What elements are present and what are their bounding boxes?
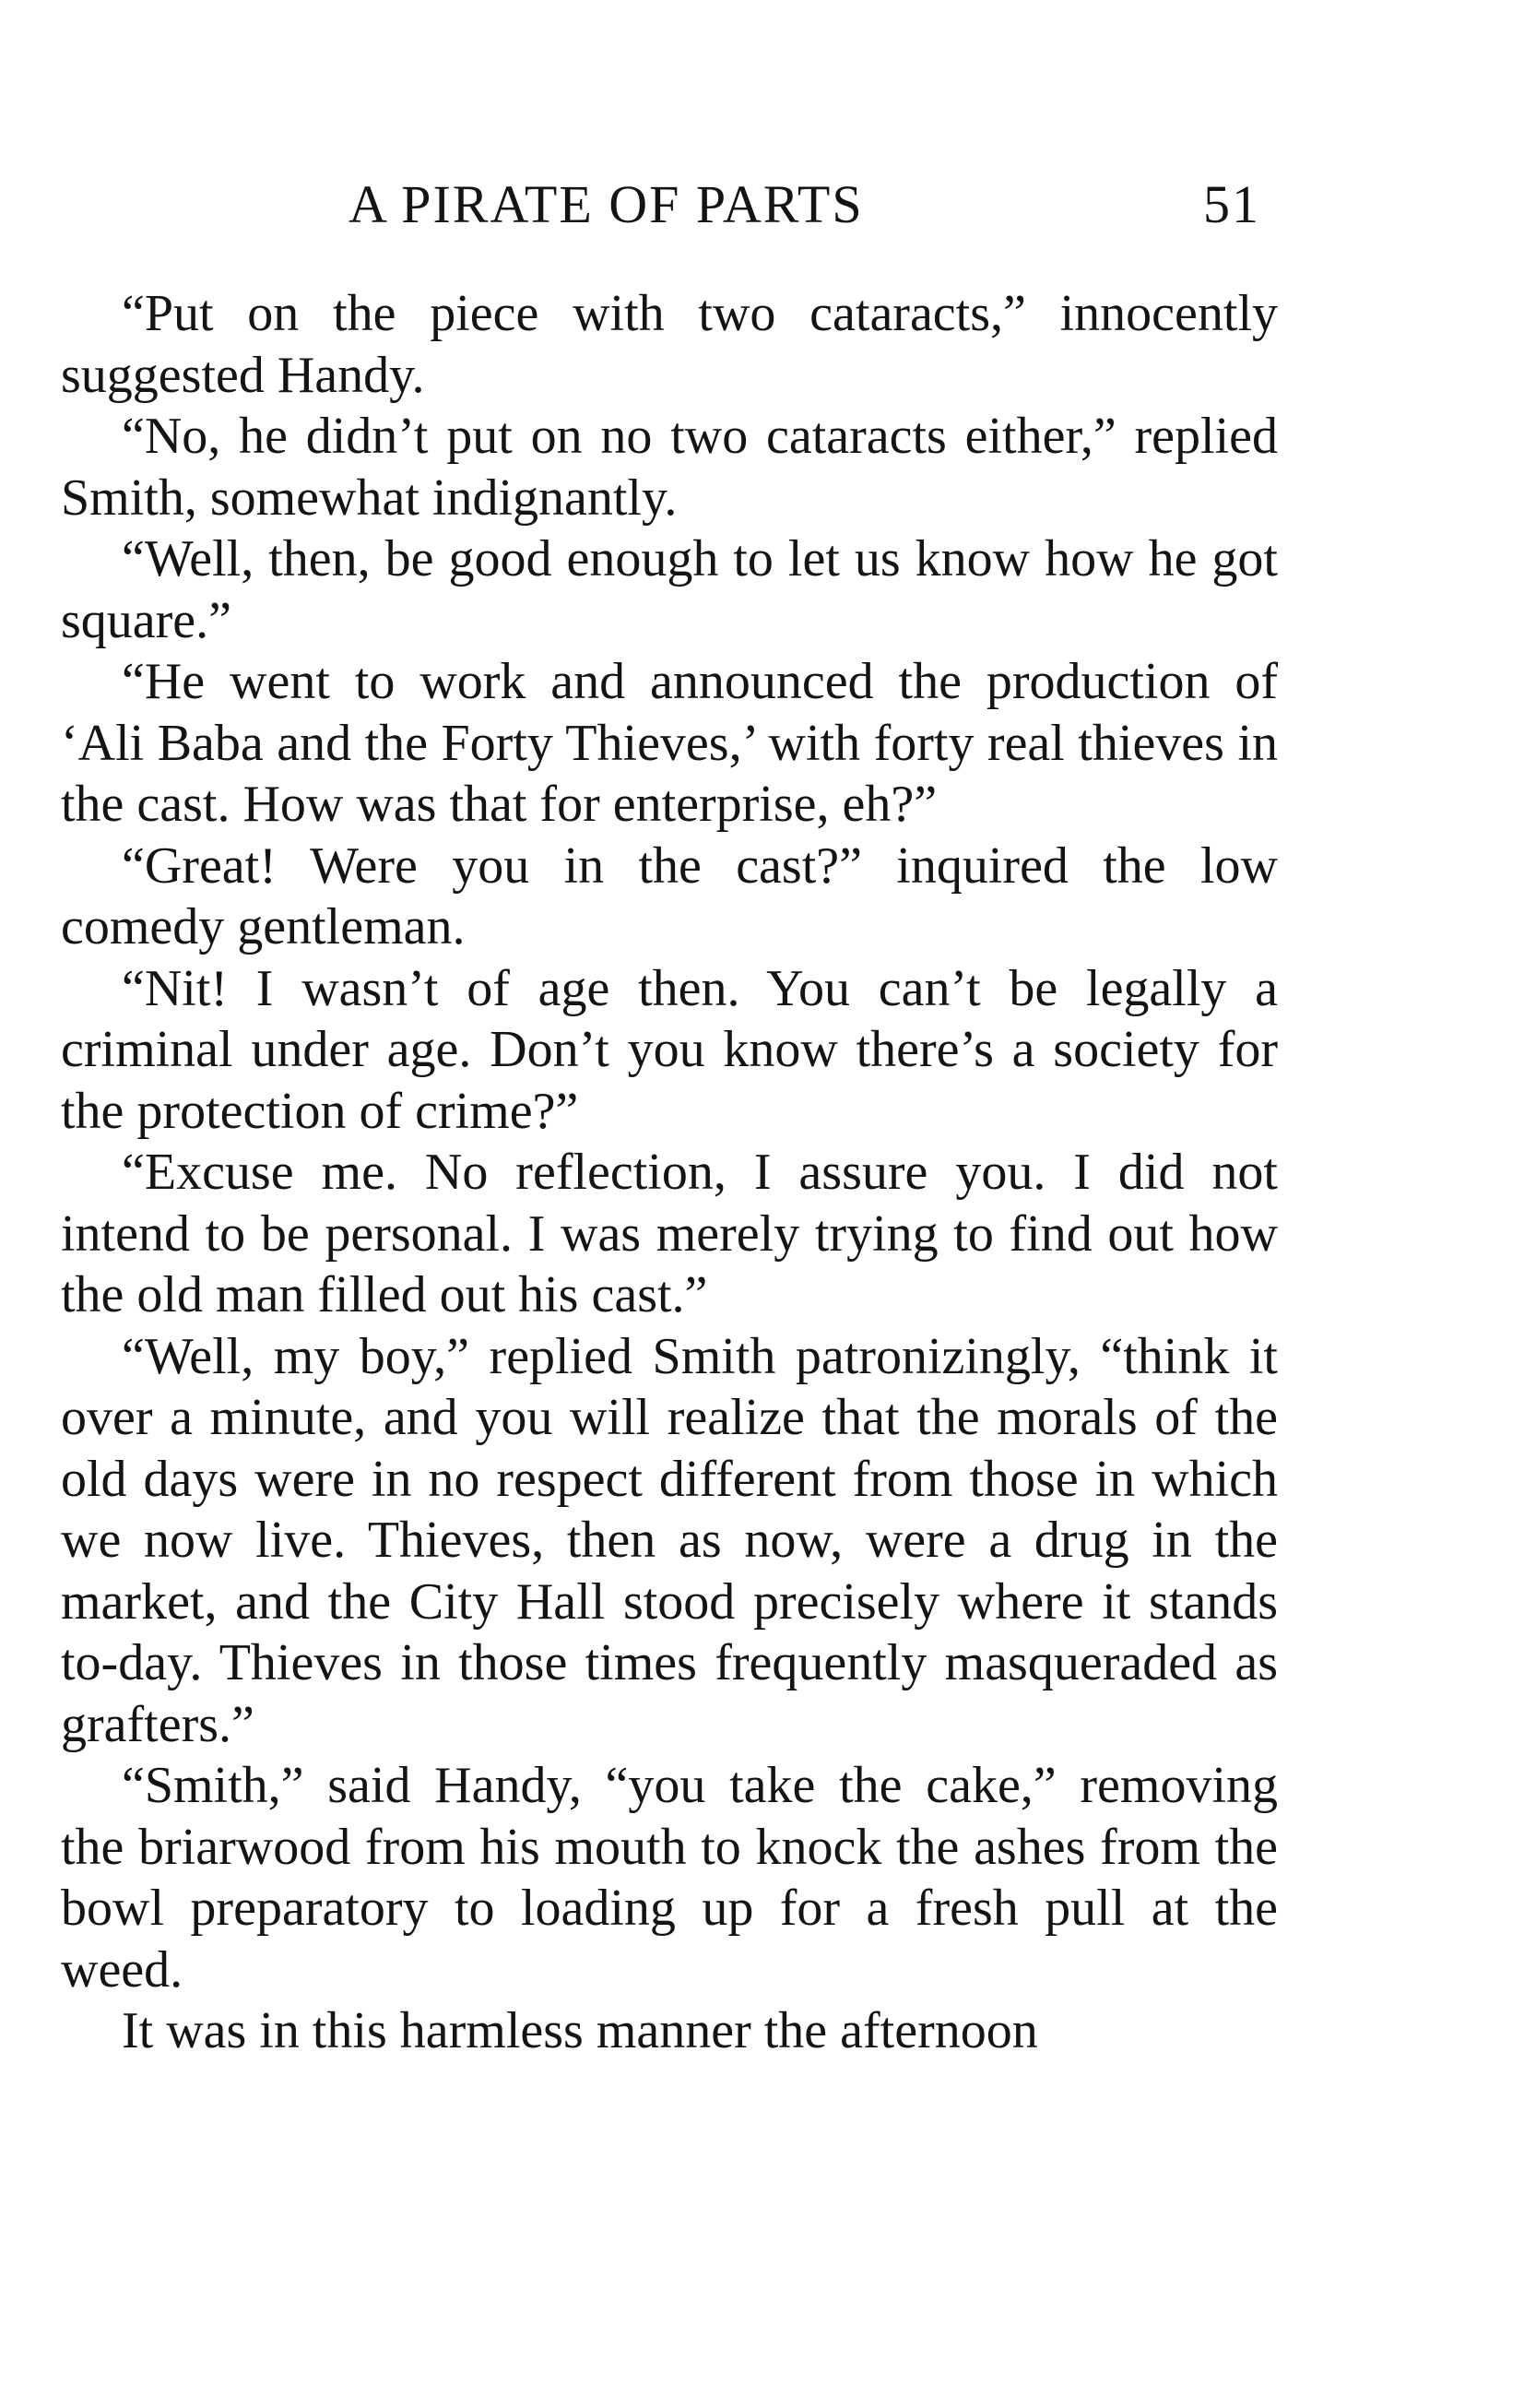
- page-number: 51: [1203, 174, 1260, 234]
- paragraph-excuse-me: “Excuse me. No reflection, I assure you. I did not intend to be personal. I was merely trying to find out how the old man filled out his cast.”: [61, 1144, 1278, 1323]
- running-head: [0, 168, 1524, 242]
- paragraph-under-age: “Nit! I wasn’t of age then. You can’t be legally a criminal under age. Don’t you know there’s a society for the protection of crime?”: [61, 959, 1278, 1140]
- paragraph-smith-reply: “No, he didn’t put on no two cataracts either,” replied Smith, somewhat indignantly.: [61, 408, 1278, 527]
- paragraph-cataracts-suggestion: “Put on the piece with two cataracts,” innocently suggested Handy.: [61, 285, 1278, 404]
- paragraph-well-my-boy: “Well, my boy,” replied Smith patronizingly, “think it over a minute, and you will realize that the morals of the old days were in no respect different from those in which we now live. Thieves, then as now, were a drug in the market, and the City Hall stood precisely where it stands to-day. Thieves in those times frequently masqueraded as grafters.”: [61, 1327, 1278, 1753]
- paragraph-harmless-manner: It was in this harmless manner the afternoon: [122, 2002, 1038, 2059]
- body-text: [61, 283, 1278, 2062]
- paragraph-in-the-cast: “Great! Were you in the cast?” inquired the low comedy gentleman.: [61, 836, 1278, 955]
- running-title: A PIRATE OF PARTS: [349, 174, 864, 234]
- paragraph-got-square: “Well, then, be good enough to let us know how he got square.”: [61, 530, 1278, 649]
- paragraph-ali-baba: “He went to work and announced the production of ‘Ali Baba and the Forty Thieves,’ with forty real thieves in the cast. How was that for enterprise, eh?”: [61, 653, 1278, 833]
- paragraph-take-the-cake: “Smith,” said Handy, “you take the cake,” removing the briarwood from his mouth to knock the ashes from the bowl preparatory to loading up for a fresh pull at the weed.: [61, 1757, 1278, 1999]
